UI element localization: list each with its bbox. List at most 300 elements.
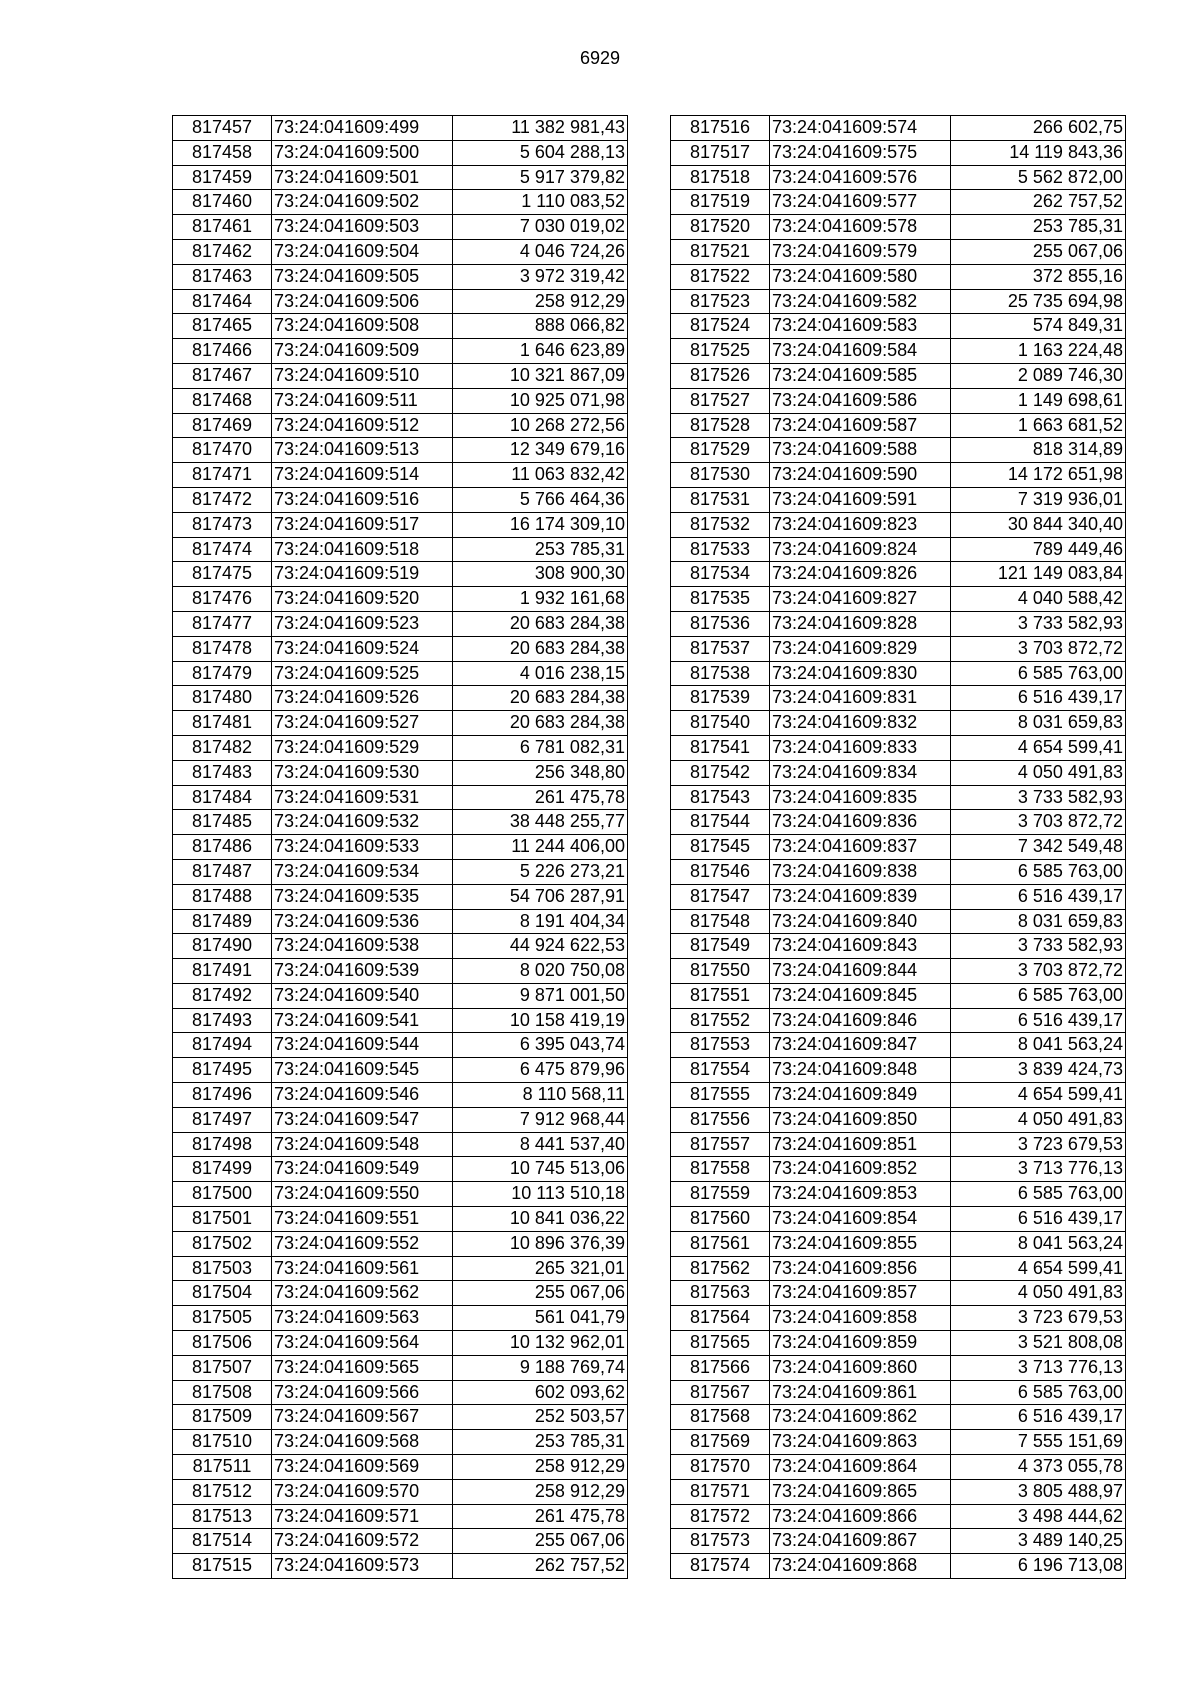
value-cell: 255 067,06 (453, 1281, 628, 1306)
record-number-cell: 817515 (173, 1554, 272, 1579)
record-number-cell: 817554 (671, 1058, 770, 1083)
value-cell: 8 441 537,40 (453, 1132, 628, 1157)
value-cell: 44 924 622,53 (453, 934, 628, 959)
value-cell: 9 871 001,50 (453, 983, 628, 1008)
cadastral-number-cell: 73:24:041609:509 (272, 339, 453, 364)
cadastral-number-cell: 73:24:041609:849 (770, 1083, 951, 1108)
cadastral-number-cell: 73:24:041609:853 (770, 1182, 951, 1207)
value-cell: 20 683 284,38 (453, 636, 628, 661)
table-row (173, 537, 628, 562)
cadastral-number-cell: 73:24:041609:574 (770, 116, 951, 141)
cadastral-number-cell: 73:24:041609:541 (272, 1008, 453, 1033)
cadastral-number-cell: 73:24:041609:567 (272, 1405, 453, 1430)
table-row (173, 239, 628, 264)
value-cell: 10 745 513,06 (453, 1157, 628, 1182)
record-number-cell: 817512 (173, 1479, 272, 1504)
value-cell: 888 066,82 (453, 314, 628, 339)
value-cell: 10 925 071,98 (453, 388, 628, 413)
value-cell: 10 132 962,01 (453, 1331, 628, 1356)
cadastral-number-cell: 73:24:041609:831 (770, 686, 951, 711)
record-number-cell: 817501 (173, 1207, 272, 1232)
cadastral-number-cell: 73:24:041609:564 (272, 1331, 453, 1356)
table-row (671, 264, 1126, 289)
table-row (671, 1455, 1126, 1480)
record-number-cell: 817534 (671, 562, 770, 587)
value-cell: 6 516 439,17 (951, 686, 1126, 711)
record-number-cell: 817559 (671, 1182, 770, 1207)
record-number-cell: 817493 (173, 1008, 272, 1033)
record-number-cell: 817548 (671, 909, 770, 934)
table-row (173, 760, 628, 785)
record-number-cell: 817552 (671, 1008, 770, 1033)
record-number-cell: 817530 (671, 463, 770, 488)
record-number-cell: 817506 (173, 1331, 272, 1356)
table-row (671, 636, 1126, 661)
record-number-cell: 817565 (671, 1331, 770, 1356)
cadastral-number-cell: 73:24:041609:856 (770, 1256, 951, 1281)
value-cell: 1 663 681,52 (951, 413, 1126, 438)
value-cell: 1 163 224,48 (951, 339, 1126, 364)
value-cell: 6 781 082,31 (453, 735, 628, 760)
value-cell: 5 604 288,13 (453, 140, 628, 165)
record-number-cell: 817521 (671, 239, 770, 264)
value-cell: 4 373 055,78 (951, 1455, 1126, 1480)
record-number-cell: 817460 (173, 190, 272, 215)
value-cell: 10 841 036,22 (453, 1207, 628, 1232)
cadastral-number-cell: 73:24:041609:868 (770, 1554, 951, 1579)
table-row (173, 1554, 628, 1579)
cadastral-number-cell: 73:24:041609:533 (272, 835, 453, 860)
table-row (173, 1083, 628, 1108)
table-row (173, 264, 628, 289)
table-row (173, 785, 628, 810)
cadastral-number-cell: 73:24:041609:866 (770, 1504, 951, 1529)
table-row (173, 587, 628, 612)
record-number-cell: 817491 (173, 959, 272, 984)
table-row (173, 1430, 628, 1455)
cadastral-number-cell: 73:24:041609:572 (272, 1529, 453, 1554)
table-row (173, 1207, 628, 1232)
table-row (671, 859, 1126, 884)
cadastral-number-cell: 73:24:041609:573 (272, 1554, 453, 1579)
table-row (671, 413, 1126, 438)
value-cell: 5 226 273,21 (453, 859, 628, 884)
cadastral-number-cell: 73:24:041609:504 (272, 239, 453, 264)
record-number-cell: 817478 (173, 636, 272, 661)
table-row (173, 463, 628, 488)
cadastral-number-cell: 73:24:041609:566 (272, 1380, 453, 1405)
table-row (173, 1281, 628, 1306)
record-number-cell: 817551 (671, 983, 770, 1008)
cadastral-number-cell: 73:24:041609:583 (770, 314, 951, 339)
value-cell: 8 041 563,24 (951, 1033, 1126, 1058)
value-cell: 8 191 404,34 (453, 909, 628, 934)
record-number-cell: 817561 (671, 1231, 770, 1256)
cadastral-number-cell: 73:24:041609:852 (770, 1157, 951, 1182)
record-number-cell: 817502 (173, 1231, 272, 1256)
record-number-cell: 817464 (173, 289, 272, 314)
value-cell: 20 683 284,38 (453, 611, 628, 636)
table-row (173, 909, 628, 934)
cadastral-number-cell: 73:24:041609:840 (770, 909, 951, 934)
table-row (173, 388, 628, 413)
record-number-cell: 817528 (671, 413, 770, 438)
value-cell: 6 395 043,74 (453, 1033, 628, 1058)
value-cell: 1 149 698,61 (951, 388, 1126, 413)
table-row (671, 463, 1126, 488)
table-row (671, 735, 1126, 760)
record-number-cell: 817545 (671, 835, 770, 860)
cadastral-number-cell: 73:24:041609:578 (770, 215, 951, 240)
cadastral-number-cell: 73:24:041609:837 (770, 835, 951, 860)
table-row (671, 1058, 1126, 1083)
table-row (671, 1306, 1126, 1331)
record-number-cell: 817572 (671, 1504, 770, 1529)
cadastral-number-cell: 73:24:041609:503 (272, 215, 453, 240)
record-number-cell: 817518 (671, 165, 770, 190)
value-cell: 8 110 568,11 (453, 1083, 628, 1108)
record-number-cell: 817537 (671, 636, 770, 661)
table-row (671, 190, 1126, 215)
record-number-cell: 817535 (671, 587, 770, 612)
value-cell: 6 516 439,17 (951, 884, 1126, 909)
cadastral-number-cell: 73:24:041609:846 (770, 1008, 951, 1033)
record-number-cell: 817507 (173, 1355, 272, 1380)
table-row (173, 1231, 628, 1256)
record-number-cell: 817568 (671, 1405, 770, 1430)
table-row (173, 1405, 628, 1430)
table-row (173, 1331, 628, 1356)
table-row (671, 1256, 1126, 1281)
value-cell: 261 475,78 (453, 1504, 628, 1529)
record-number-cell: 817569 (671, 1430, 770, 1455)
record-number-cell: 817492 (173, 983, 272, 1008)
value-cell: 6 585 763,00 (951, 1182, 1126, 1207)
left-data-table (172, 115, 628, 1579)
table-row (671, 562, 1126, 587)
cadastral-number-cell: 73:24:041609:859 (770, 1331, 951, 1356)
record-number-cell: 817490 (173, 934, 272, 959)
record-number-cell: 817504 (173, 1281, 272, 1306)
table-row (173, 1355, 628, 1380)
cadastral-number-cell: 73:24:041609:833 (770, 735, 951, 760)
value-cell: 2 089 746,30 (951, 363, 1126, 388)
cadastral-number-cell: 73:24:041609:845 (770, 983, 951, 1008)
record-number-cell: 817513 (173, 1504, 272, 1529)
value-cell: 11 063 832,42 (453, 463, 628, 488)
value-cell: 30 844 340,40 (951, 512, 1126, 537)
record-number-cell: 817519 (671, 190, 770, 215)
cadastral-number-cell: 73:24:041609:580 (770, 264, 951, 289)
cadastral-number-cell: 73:24:041609:584 (770, 339, 951, 364)
record-number-cell: 817459 (173, 165, 272, 190)
table-row (671, 314, 1126, 339)
table-row (671, 438, 1126, 463)
value-cell: 258 912,29 (453, 1455, 628, 1480)
cadastral-number-cell: 73:24:041609:561 (272, 1256, 453, 1281)
cadastral-number-cell: 73:24:041609:838 (770, 859, 951, 884)
table-row (671, 785, 1126, 810)
cadastral-number-cell: 73:24:041609:857 (770, 1281, 951, 1306)
table-row (173, 1107, 628, 1132)
value-cell: 6 516 439,17 (951, 1207, 1126, 1232)
table-row (671, 686, 1126, 711)
table-row (671, 760, 1126, 785)
cadastral-number-cell: 73:24:041609:525 (272, 661, 453, 686)
cadastral-number-cell: 73:24:041609:862 (770, 1405, 951, 1430)
record-number-cell: 817482 (173, 735, 272, 760)
cadastral-number-cell: 73:24:041609:571 (272, 1504, 453, 1529)
table-row (671, 1207, 1126, 1232)
table-row (671, 1430, 1126, 1455)
record-number-cell: 817474 (173, 537, 272, 562)
table-row (671, 140, 1126, 165)
cadastral-number-cell: 73:24:041609:512 (272, 413, 453, 438)
table-row (671, 1132, 1126, 1157)
record-number-cell: 817555 (671, 1083, 770, 1108)
cadastral-number-cell: 73:24:041609:827 (770, 587, 951, 612)
table-row (671, 339, 1126, 364)
cadastral-number-cell: 73:24:041609:499 (272, 116, 453, 141)
value-cell: 256 348,80 (453, 760, 628, 785)
cadastral-number-cell: 73:24:041609:860 (770, 1355, 951, 1380)
cadastral-number-cell: 73:24:041609:851 (770, 1132, 951, 1157)
record-number-cell: 817462 (173, 239, 272, 264)
value-cell: 8 041 563,24 (951, 1231, 1126, 1256)
value-cell: 3 805 488,97 (951, 1479, 1126, 1504)
value-cell: 8 020 750,08 (453, 959, 628, 984)
value-cell: 25 735 694,98 (951, 289, 1126, 314)
cadastral-number-cell: 73:24:041609:524 (272, 636, 453, 661)
value-cell: 10 113 510,18 (453, 1182, 628, 1207)
table-row (173, 810, 628, 835)
table-row (671, 587, 1126, 612)
cadastral-number-cell: 73:24:041609:514 (272, 463, 453, 488)
value-cell: 3 713 776,13 (951, 1157, 1126, 1182)
cadastral-number-cell: 73:24:041609:511 (272, 388, 453, 413)
record-number-cell: 817485 (173, 810, 272, 835)
record-number-cell: 817469 (173, 413, 272, 438)
table-row (671, 1331, 1126, 1356)
value-cell: 574 849,31 (951, 314, 1126, 339)
cadastral-number-cell: 73:24:041609:848 (770, 1058, 951, 1083)
table-row (173, 983, 628, 1008)
cadastral-number-cell: 73:24:041609:824 (770, 537, 951, 562)
value-cell: 3 489 140,25 (951, 1529, 1126, 1554)
cadastral-number-cell: 73:24:041609:588 (770, 438, 951, 463)
cadastral-number-cell: 73:24:041609:830 (770, 661, 951, 686)
table-row (671, 537, 1126, 562)
record-number-cell: 817546 (671, 859, 770, 884)
record-number-cell: 817463 (173, 264, 272, 289)
table-row (173, 1033, 628, 1058)
record-number-cell: 817465 (173, 314, 272, 339)
value-cell: 3 733 582,93 (951, 934, 1126, 959)
table-row (671, 611, 1126, 636)
table-row (173, 1455, 628, 1480)
record-number-cell: 817505 (173, 1306, 272, 1331)
table-row (173, 884, 628, 909)
record-number-cell: 817560 (671, 1207, 770, 1232)
record-number-cell: 817480 (173, 686, 272, 711)
record-number-cell: 817476 (173, 587, 272, 612)
record-number-cell: 817484 (173, 785, 272, 810)
record-number-cell: 817538 (671, 661, 770, 686)
record-number-cell: 817553 (671, 1033, 770, 1058)
cadastral-number-cell: 73:24:041609:823 (770, 512, 951, 537)
cadastral-number-cell: 73:24:041609:506 (272, 289, 453, 314)
cadastral-number-cell: 73:24:041609:523 (272, 611, 453, 636)
value-cell: 5 562 872,00 (951, 165, 1126, 190)
cadastral-number-cell: 73:24:041609:510 (272, 363, 453, 388)
value-cell: 372 855,16 (951, 264, 1126, 289)
record-number-cell: 817481 (173, 711, 272, 736)
value-cell: 3 972 319,42 (453, 264, 628, 289)
value-cell: 3 498 444,62 (951, 1504, 1126, 1529)
record-number-cell: 817467 (173, 363, 272, 388)
value-cell: 6 516 439,17 (951, 1405, 1126, 1430)
cadastral-number-cell: 73:24:041609:530 (272, 760, 453, 785)
table-row (173, 165, 628, 190)
record-number-cell: 817549 (671, 934, 770, 959)
record-number-cell: 817514 (173, 1529, 272, 1554)
value-cell: 1 110 083,52 (453, 190, 628, 215)
cadastral-number-cell: 73:24:041609:539 (272, 959, 453, 984)
table-row (173, 363, 628, 388)
value-cell: 253 785,31 (951, 215, 1126, 240)
table-row (173, 1306, 628, 1331)
cadastral-number-cell: 73:24:041609:516 (272, 487, 453, 512)
record-number-cell: 817461 (173, 215, 272, 240)
record-number-cell: 817571 (671, 1479, 770, 1504)
cadastral-number-cell: 73:24:041609:850 (770, 1107, 951, 1132)
value-cell: 4 050 491,83 (951, 1107, 1126, 1132)
cadastral-number-cell: 73:24:041609:531 (272, 785, 453, 810)
value-cell: 258 912,29 (453, 289, 628, 314)
record-number-cell: 817536 (671, 611, 770, 636)
cadastral-number-cell: 73:24:041609:532 (272, 810, 453, 835)
table-row (173, 190, 628, 215)
record-number-cell: 817567 (671, 1380, 770, 1405)
value-cell: 3 723 679,53 (951, 1132, 1126, 1157)
value-cell: 3 703 872,72 (951, 810, 1126, 835)
record-number-cell: 817483 (173, 760, 272, 785)
record-number-cell: 817494 (173, 1033, 272, 1058)
table-row (671, 215, 1126, 240)
record-number-cell: 817500 (173, 1182, 272, 1207)
record-number-cell: 817574 (671, 1554, 770, 1579)
cadastral-number-cell: 73:24:041609:562 (272, 1281, 453, 1306)
record-number-cell: 817544 (671, 810, 770, 835)
table-row (671, 934, 1126, 959)
value-cell: 265 321,01 (453, 1256, 628, 1281)
cadastral-number-cell: 73:24:041609:551 (272, 1207, 453, 1232)
record-number-cell: 817564 (671, 1306, 770, 1331)
value-cell: 10 896 376,39 (453, 1231, 628, 1256)
cadastral-number-cell: 73:24:041609:565 (272, 1355, 453, 1380)
record-number-cell: 817510 (173, 1430, 272, 1455)
table-row (671, 239, 1126, 264)
cadastral-number-cell: 73:24:041609:843 (770, 934, 951, 959)
value-cell: 261 475,78 (453, 785, 628, 810)
table-row (173, 438, 628, 463)
value-cell: 4 050 491,83 (951, 1281, 1126, 1306)
cadastral-number-cell: 73:24:041609:518 (272, 537, 453, 562)
cadastral-number-cell: 73:24:041609:832 (770, 711, 951, 736)
cadastral-number-cell: 73:24:041609:545 (272, 1058, 453, 1083)
cadastral-number-cell: 73:24:041609:586 (770, 388, 951, 413)
value-cell: 11 244 406,00 (453, 835, 628, 860)
value-cell: 12 349 679,16 (453, 438, 628, 463)
value-cell: 4 046 724,26 (453, 239, 628, 264)
table-row (671, 165, 1126, 190)
table-row (173, 140, 628, 165)
cadastral-number-cell: 73:24:041609:855 (770, 1231, 951, 1256)
value-cell: 7 555 151,69 (951, 1430, 1126, 1455)
cadastral-number-cell: 73:24:041609:865 (770, 1479, 951, 1504)
table-row (173, 711, 628, 736)
value-cell: 4 654 599,41 (951, 1083, 1126, 1108)
cadastral-number-cell: 73:24:041609:547 (272, 1107, 453, 1132)
value-cell: 38 448 255,77 (453, 810, 628, 835)
cadastral-number-cell: 73:24:041609:519 (272, 562, 453, 587)
cadastral-number-cell: 73:24:041609:536 (272, 909, 453, 934)
value-cell: 10 268 272,56 (453, 413, 628, 438)
table-row (173, 611, 628, 636)
table-row (173, 1529, 628, 1554)
cadastral-number-cell: 73:24:041609:577 (770, 190, 951, 215)
record-number-cell: 817508 (173, 1380, 272, 1405)
cadastral-number-cell: 73:24:041609:575 (770, 140, 951, 165)
cadastral-number-cell: 73:24:041609:563 (272, 1306, 453, 1331)
table-row (173, 661, 628, 686)
table-row (173, 289, 628, 314)
record-number-cell: 817539 (671, 686, 770, 711)
cadastral-number-cell: 73:24:041609:826 (770, 562, 951, 587)
value-cell: 3 723 679,53 (951, 1306, 1126, 1331)
cadastral-number-cell: 73:24:041609:508 (272, 314, 453, 339)
value-cell: 789 449,46 (951, 537, 1126, 562)
value-cell: 266 602,75 (951, 116, 1126, 141)
table-row (671, 661, 1126, 686)
table-row (173, 512, 628, 537)
table-row (671, 1529, 1126, 1554)
record-number-cell: 817517 (671, 140, 770, 165)
cadastral-number-cell: 73:24:041609:854 (770, 1207, 951, 1232)
table-row (173, 636, 628, 661)
table-row (173, 1504, 628, 1529)
record-number-cell: 817479 (173, 661, 272, 686)
value-cell: 561 041,79 (453, 1306, 628, 1331)
record-number-cell: 817511 (173, 1455, 272, 1480)
cadastral-number-cell: 73:24:041609:502 (272, 190, 453, 215)
record-number-cell: 817541 (671, 735, 770, 760)
cadastral-number-cell: 73:24:041609:535 (272, 884, 453, 909)
table-row (671, 289, 1126, 314)
table-row (671, 884, 1126, 909)
record-number-cell: 817499 (173, 1157, 272, 1182)
table-row (173, 1256, 628, 1281)
record-number-cell: 817472 (173, 487, 272, 512)
record-number-cell: 817471 (173, 463, 272, 488)
cadastral-number-cell: 73:24:041609:828 (770, 611, 951, 636)
record-number-cell: 817503 (173, 1256, 272, 1281)
value-cell: 253 785,31 (453, 537, 628, 562)
cadastral-number-cell: 73:24:041609:570 (272, 1479, 453, 1504)
cadastral-number-cell: 73:24:041609:520 (272, 587, 453, 612)
cadastral-number-cell: 73:24:041609:529 (272, 735, 453, 760)
value-cell: 6 475 879,96 (453, 1058, 628, 1083)
